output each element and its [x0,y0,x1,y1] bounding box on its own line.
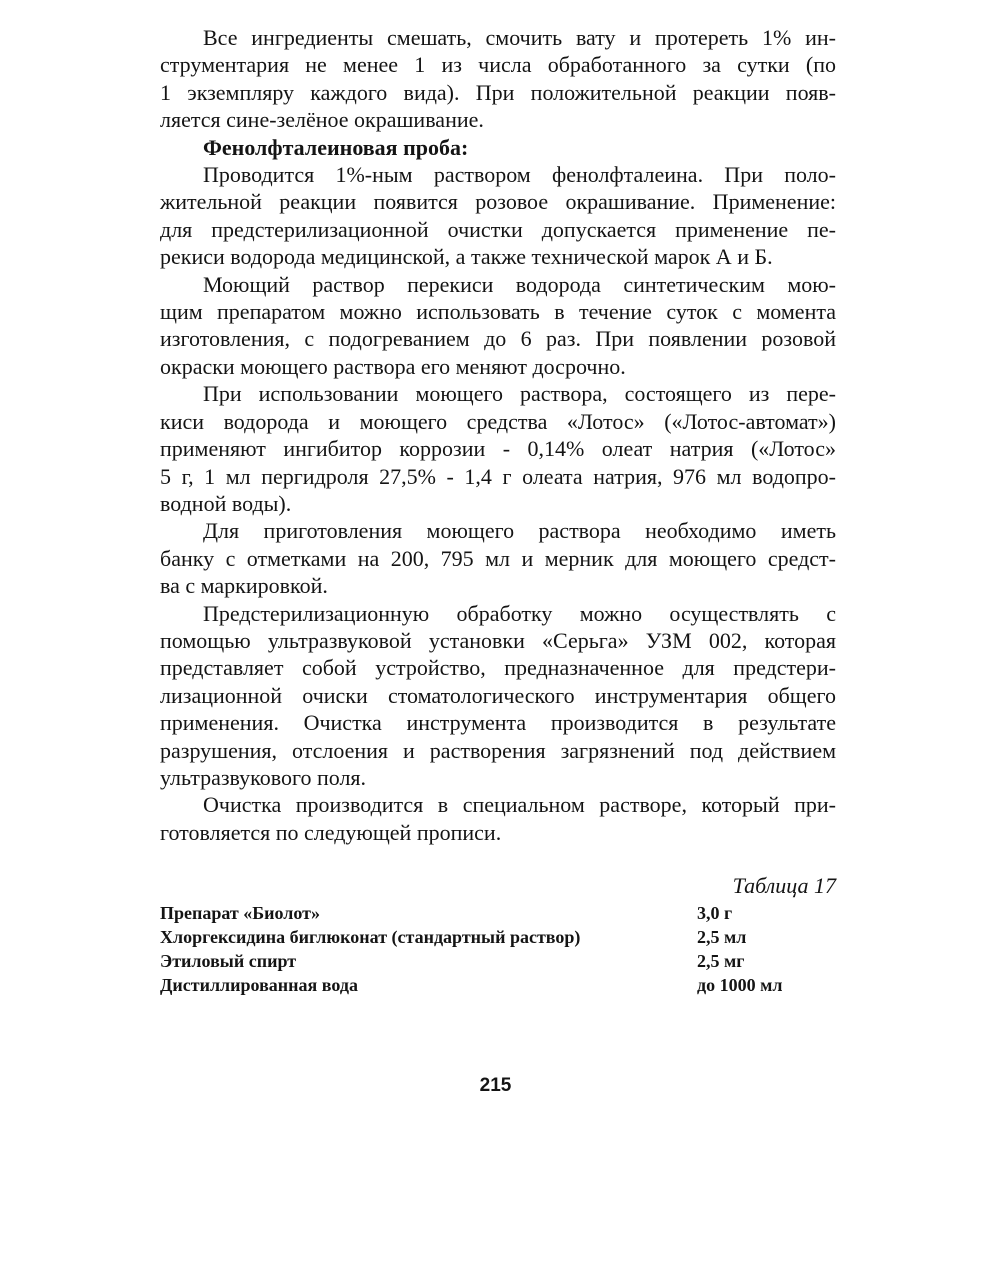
paragraph-7 [160,791,836,846]
ingredients-table [160,901,840,997]
text-line: жительной реакции появится розовое окрашивание. Применение: [160,189,836,215]
table-row [160,949,840,973]
text-line: банку с отметками на 200, 795 мл и мерник для моющего средст- [160,545,836,571]
ingredient-name: Дистиллированная вода [160,975,358,995]
text-line: рекиси водорода медицинской, а также технической марок А и Б. [160,244,773,270]
page-number: 215 [479,1075,512,1096]
ingredient-amount: 2,5 мг [697,951,745,971]
text-line: изготовления, с подогреванием до 6 раз. При появлении розовой [160,326,836,352]
text-line: Очистка производится в специальном растворе, который при- [203,792,836,818]
paragraph-6 [160,600,836,792]
text-line: 5 г, 1 мл пергидроля 27,5% - 1,4 г олеата натрия, 976 мл водопро- [160,463,836,489]
ingredient-amount: 2,5 мл [697,927,747,947]
paragraph-1 [160,24,836,134]
text-line: окраски моющего раствора его меняют досрочно. [160,353,626,379]
paragraph-5 [160,517,836,599]
table-row [160,901,840,925]
text-line: лизационной очиски стоматологического инструментария общего [160,682,836,708]
text-line: щим препаратом можно использовать в течение суток с момента [160,299,836,325]
paragraph-2 [160,161,836,271]
text-line: ва с маркировкой. [160,573,328,599]
table-row [160,925,840,949]
ingredient-name: Препарат «Биолот» [160,903,320,923]
ingredient-amount: 3,0 г [697,903,733,923]
text-line: водной воды). [160,490,292,516]
text-line: 1 экземпляру каждого вида). При положительной реакции появ- [160,79,836,105]
text-line: Проводится 1%-ным раствором фенолфталеина. При поло- [203,162,836,188]
table-caption: Таблица 17 [732,873,836,898]
table-row [160,973,840,997]
text-line: применения. Очистка инструмента производится в результате [160,710,836,736]
text-line: струментария не менее 1 из числа обработанного за сутки (по [160,52,836,78]
text-line: киси водорода и моющего средства «Лотос» («Лотос-автомат») [160,408,836,434]
text-line: Моющий раствор перекиси водорода синтетическим мою- [203,271,836,297]
section-heading: Фенолфталеиновая проба: [203,134,469,160]
text-line: для предстерилизационной очистки допускается применение пе- [160,216,836,242]
text-line: ляется сине-зелёное окрашивание. [160,107,484,133]
text-line: готовляется по следующей прописи. [160,819,502,845]
paragraph-4 [160,380,836,517]
text-line: Для приготовления моющего раствора необходимо иметь [203,518,836,544]
text-line: Предстерилизационную обработку можно осуществлять с [203,600,836,626]
text-line: При использовании моющего раствора, состоящего из пере- [203,381,836,407]
ingredient-name: Этиловый спирт [160,951,297,971]
text-line: представляет собой устройство, предназначенное для предстери- [160,655,836,681]
page-body [160,24,836,846]
text-line: помощью ультразвуковой установки «Серьга» УЗМ 002, которая [160,627,836,653]
ingredient-amount: до 1000 мл [697,975,783,995]
text-line: Все ингредиенты смешать, смочить вату и протереть 1% ин- [203,25,836,50]
text-line: применяют ингибитор коррозии - 0,14% олеат натрия («Лотос» [160,436,836,462]
text-line: ультразвукового поля. [160,764,367,790]
ingredient-name: Хлоргексидина биглюконат (стандартный раствор) [160,927,581,947]
text-line: разрушения, отслоения и растворения загрязнений под действием [160,737,836,763]
paragraph-3 [160,271,836,381]
